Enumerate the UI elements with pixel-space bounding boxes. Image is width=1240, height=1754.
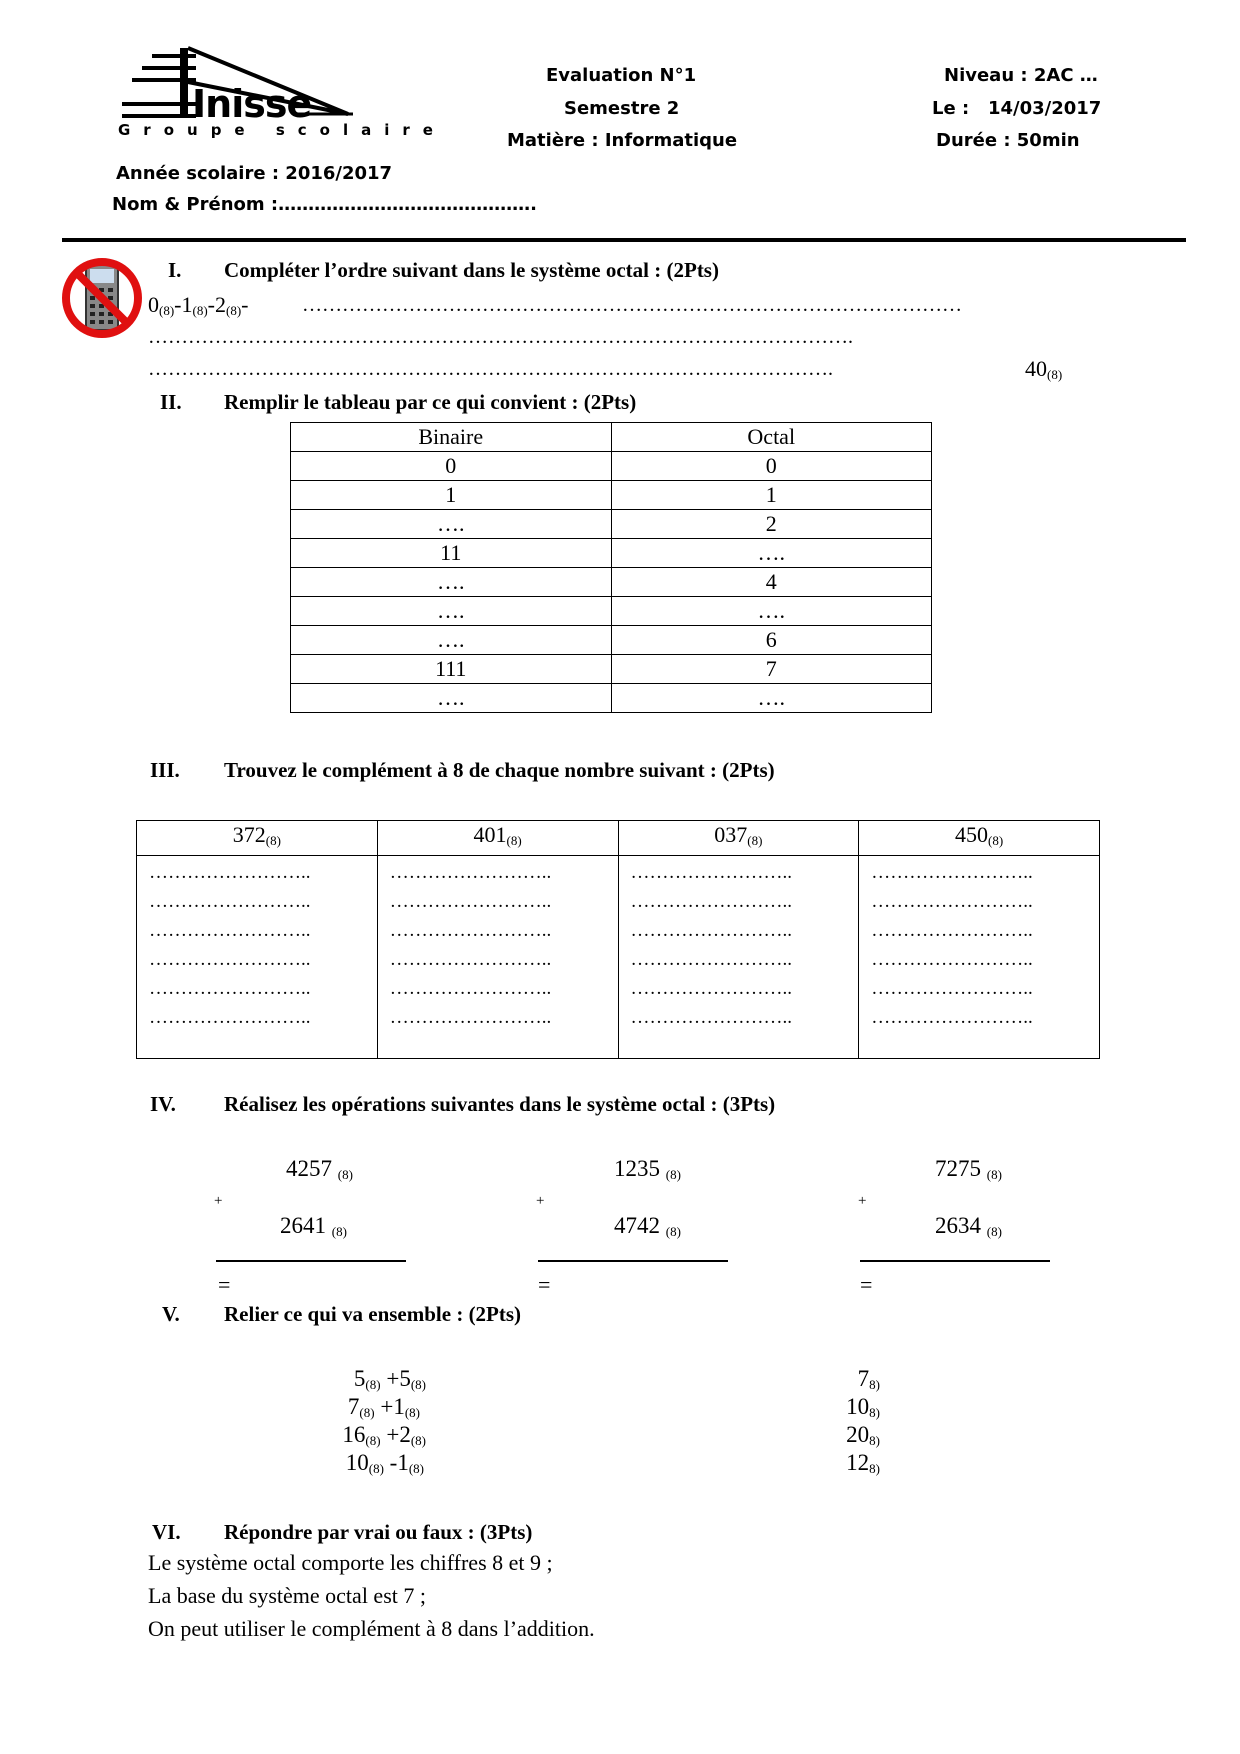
section-4-number: IV. — [150, 1092, 176, 1116]
complement-number: $037_{(8)}$ — [618, 821, 859, 856]
evaluation-number: Evaluation N°1 — [546, 65, 697, 86]
complement-answer-cell[interactable]: …………………….. …………………….. …………………….. …………………….. …………………….. …………………….. — [137, 856, 378, 1059]
complement-table — [136, 820, 1100, 1059]
duration: Durée : 50min — [936, 130, 1080, 151]
logo-subtitle: Groupe scolaire — [118, 121, 446, 139]
octal-cell[interactable]: …. — [611, 684, 932, 713]
binary-cell[interactable]: …. — [291, 684, 612, 713]
operand-a: 7275 $_{(8)}$ — [935, 1156, 1002, 1182]
octal-cell: 4 — [611, 568, 932, 597]
octal-cell: 6 — [611, 626, 932, 655]
subject: Matière : Informatique — [507, 130, 738, 151]
header-divider — [62, 238, 1186, 242]
section-5-title: Relier ce qui va ensemble : (2Pts) — [224, 1302, 522, 1326]
table-row — [291, 597, 932, 626]
level: Niveau : 2AC … — [944, 65, 1098, 86]
octal-cell: 0 — [611, 452, 932, 481]
complement-number: $401_{(8)}$ — [377, 821, 618, 856]
section-6-number: VI. — [152, 1520, 181, 1544]
operand-a: 1235 $_{(8)}$ — [614, 1156, 681, 1182]
plus-sign: + — [536, 1193, 545, 1209]
complement-answer-cell[interactable]: …………………….. …………………….. …………………….. …………………….. …………………….. …………………….. — [859, 856, 1100, 1059]
complement-answer-cell[interactable]: …………………….. …………………….. …………………….. …………………….. …………………….. …………………….. — [618, 856, 859, 1059]
section-6-title: Répondre par vrai ou faux : (3Pts) — [224, 1520, 533, 1544]
sum-bar — [538, 1260, 728, 1262]
table-row — [291, 626, 932, 655]
table-header-row — [291, 423, 932, 452]
column-header-octal: Octal — [611, 423, 932, 452]
match-right-item[interactable]: $10_{8)}$ — [846, 1394, 880, 1420]
sum-bar — [216, 1260, 406, 1262]
answer-line-2[interactable]: ……………………………………………………………………………………………. — [148, 326, 853, 348]
complement-header-row — [137, 821, 1100, 856]
plus-sign: + — [214, 1193, 223, 1209]
table-row — [291, 539, 932, 568]
match-left-item[interactable]: $7_{(8)} +1_{(8)}$ — [347, 1394, 420, 1420]
binary-cell: 0 — [291, 452, 612, 481]
operand-b: 4742 $_{(8)}$ — [614, 1213, 681, 1239]
match-left-item[interactable]: $16_{(8)} +2_{(8)}$ — [342, 1422, 426, 1448]
match-right-item[interactable]: $7_{8)}$ — [857, 1366, 880, 1392]
section-5-number: V. — [162, 1302, 180, 1326]
match-right-item[interactable]: $12_{8)}$ — [846, 1450, 880, 1476]
octal-cell[interactable]: …. — [611, 539, 932, 568]
match-left-item[interactable]: $5_{(8)} +5_{(8)}$ — [353, 1366, 426, 1392]
binary-cell: 111 — [291, 655, 612, 684]
plus-sign: + — [858, 1193, 867, 1209]
operand-b: 2641 $_{(8)}$ — [280, 1213, 347, 1239]
match-right-item[interactable]: $20_{8)}$ — [846, 1422, 880, 1448]
binary-cell[interactable]: …. — [291, 510, 612, 539]
table-row — [291, 568, 932, 597]
binary-cell: 11 — [291, 539, 612, 568]
operand-b: 2634 $_{(8)}$ — [935, 1213, 1002, 1239]
logo-text: Inisse — [192, 82, 312, 126]
octal-cell[interactable]: …. — [611, 597, 932, 626]
table-row — [291, 684, 932, 713]
true-false-statement[interactable]: On peut utiliser le complément à 8 dans l’addition. — [148, 1616, 595, 1641]
exam-date: Le : 14/03/2017 — [932, 98, 1102, 119]
octal-sequence-start: $0_{(8)}-1_{(8)}-2_{(8)}-$ — [148, 292, 249, 318]
match-left-item[interactable]: $10_{(8)}$ $-1_{(8)}$ — [345, 1450, 424, 1476]
section-4-title: Réalisez les opérations suivantes dans le système octal : (3Pts) — [224, 1092, 776, 1116]
octal-cell: 2 — [611, 510, 932, 539]
no-calculator-icon — [60, 256, 144, 340]
school-logo — [118, 42, 446, 152]
school-year: Année scolaire : 2016/2017 — [116, 163, 393, 184]
binary-cell[interactable]: …. — [291, 597, 612, 626]
column-header-binaire: Binaire — [291, 423, 612, 452]
table-row — [291, 655, 932, 684]
binary-cell[interactable]: …. — [291, 568, 612, 597]
section-2-title: Remplir le tableau par ce qui convient : (2Pts) — [224, 390, 637, 414]
equals-sign[interactable]: = — [538, 1272, 551, 1297]
student-name-field[interactable]: Nom & Prénom :……………………………………. — [112, 194, 537, 215]
binary-cell[interactable]: …. — [291, 626, 612, 655]
true-false-statement[interactable]: La base du système octal est 7 ; — [148, 1583, 426, 1608]
table-row — [291, 481, 932, 510]
complement-answer-row — [137, 856, 1100, 1059]
binary-cell: 1 — [291, 481, 612, 510]
complement-number: $450_{(8)}$ — [859, 821, 1100, 856]
section-3-number: III. — [150, 758, 180, 782]
answer-line-3[interactable]: …………………………………………………………………………………………. — [148, 358, 833, 380]
section-3-title: Trouvez le complément à 8 de chaque nombre suivant : (2Pts) — [224, 758, 775, 782]
section-1-number: I. — [168, 258, 182, 282]
equals-sign[interactable]: = — [218, 1272, 231, 1297]
section-2-number: II. — [160, 390, 182, 414]
octal-sequence-end: $40_{(8)}$ — [1025, 356, 1063, 382]
table-row — [291, 510, 932, 539]
true-false-statement[interactable]: Le système octal comporte les chiffres 8 et 9 ; — [148, 1550, 553, 1575]
equals-sign[interactable]: = — [860, 1272, 873, 1297]
complement-number: $372_{(8)}$ — [137, 821, 378, 856]
table-row — [291, 452, 932, 481]
semester: Semestre 2 — [564, 98, 680, 119]
complement-answer-cell[interactable]: …………………….. …………………….. …………………….. …………………….. …………………….. …………………….. — [377, 856, 618, 1059]
octal-cell: 1 — [611, 481, 932, 510]
section-1-title: Compléter l’ordre suivant dans le système octal : (2Pts) — [224, 258, 719, 282]
octal-cell: 7 — [611, 655, 932, 684]
binary-octal-table — [290, 422, 932, 713]
answer-line-1[interactable]: ……………………………………………………………………………………… — [302, 294, 962, 316]
operand-a: 4257 $_{(8)}$ — [286, 1156, 353, 1182]
sum-bar — [860, 1260, 1050, 1262]
